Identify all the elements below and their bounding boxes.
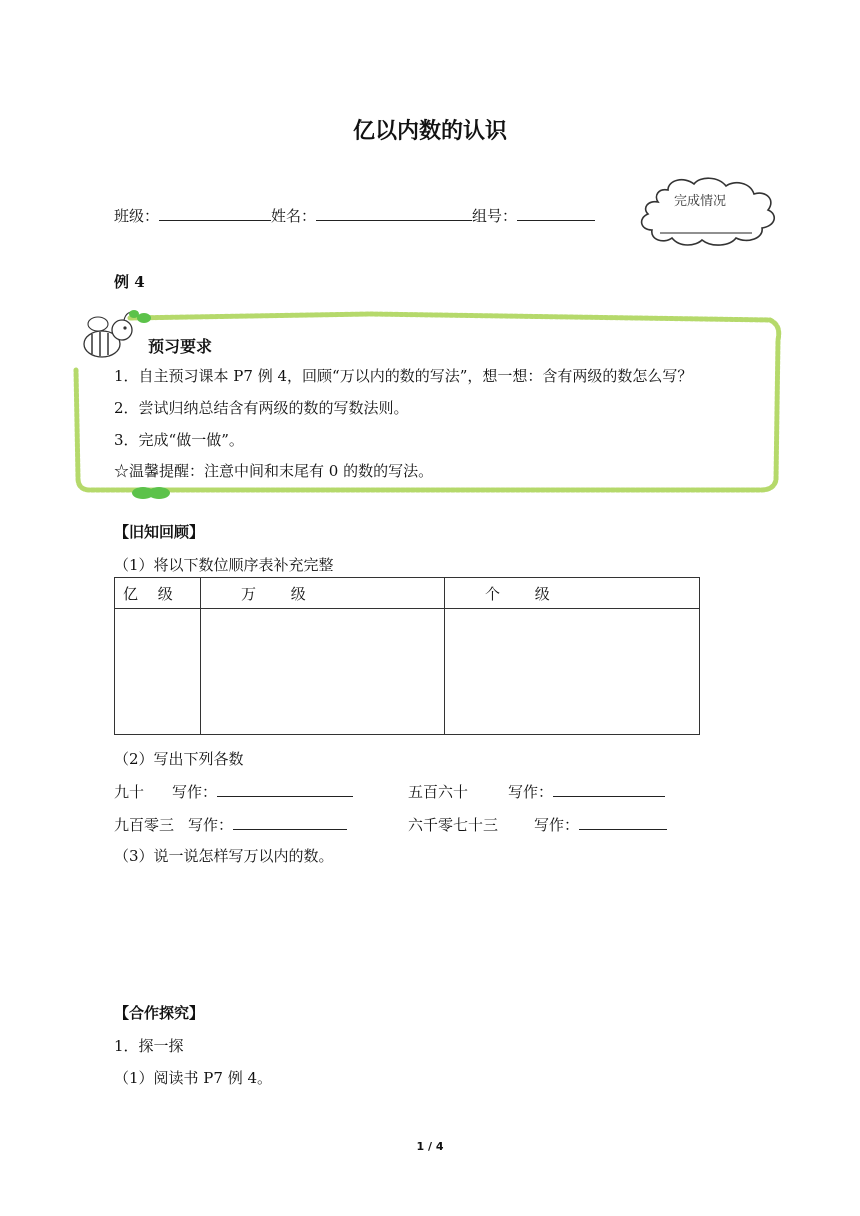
write-number: 六千零七十三	[408, 816, 499, 834]
write-blank[interactable]	[217, 782, 353, 797]
write-label: 写作：	[172, 783, 218, 801]
write-label: 写作：	[188, 816, 234, 834]
table-header-wan: 万 级	[201, 578, 445, 609]
write-item-2	[408, 782, 665, 802]
preview-heading: 预习要求	[148, 337, 213, 356]
write-label: 写作：	[534, 816, 580, 834]
table-cell-yi[interactable]	[115, 609, 201, 735]
class-label: 班级：	[114, 207, 160, 225]
page-number: 1 / 4	[416, 1140, 444, 1153]
group-label: 组号：	[472, 207, 518, 225]
leaf-icon	[128, 484, 174, 502]
preview-tip: ☆温馨提醒：注意中间和末尾有 0 的数的写法。	[114, 462, 434, 480]
preview-item-1: 1．自主预习课本 P7 例 4，回顾“万以内的数的写法”，想一想：含有两级的数怎么写？	[114, 367, 693, 385]
review-heading: 【旧知回顾】	[114, 523, 205, 541]
name-label: 姓名：	[271, 207, 317, 225]
review-q3: （3）说一说怎样写万以内的数。	[114, 847, 334, 865]
group-blank[interactable]	[517, 206, 595, 221]
write-label: 写作：	[508, 783, 554, 801]
completion-badge-label: 完成情况	[674, 194, 727, 209]
completion-cloud-icon	[636, 172, 784, 254]
name-blank[interactable]	[316, 206, 472, 221]
write-number: 五百六十	[408, 783, 469, 801]
example-label: 例 4	[114, 273, 145, 291]
write-item-1	[114, 782, 353, 802]
explore-sub-1: （1）阅读书 P7 例 4。	[114, 1069, 273, 1087]
preview-item-3: 3．完成“做一做”。	[114, 431, 244, 449]
preview-item-2: 2．尝试归纳总结含有两级的数的写数法则。	[114, 399, 409, 417]
table-header-ge: 个 级	[445, 578, 700, 609]
page-title: 亿以内数的认识	[352, 118, 507, 144]
table-cell-ge[interactable]	[445, 609, 700, 735]
write-blank[interactable]	[553, 782, 665, 797]
table-header-yi: 亿 级	[115, 578, 201, 609]
place-value-table	[114, 577, 700, 735]
write-blank[interactable]	[579, 815, 667, 830]
write-item-3	[114, 815, 347, 835]
explore-item-1: 1．探一探	[114, 1037, 184, 1055]
write-number: 九十	[114, 783, 145, 801]
table-cell-wan[interactable]	[201, 609, 445, 735]
review-q1: （1）将以下数位顺序表补充完整	[114, 556, 334, 574]
student-info-line	[114, 206, 595, 226]
write-blank[interactable]	[233, 815, 347, 830]
review-q2: （2）写出下列各数	[114, 750, 244, 768]
explore-heading: 【合作探究】	[114, 1004, 205, 1022]
class-blank[interactable]	[159, 206, 271, 221]
write-item-4	[408, 815, 667, 835]
write-number: 九百零三	[114, 816, 175, 834]
